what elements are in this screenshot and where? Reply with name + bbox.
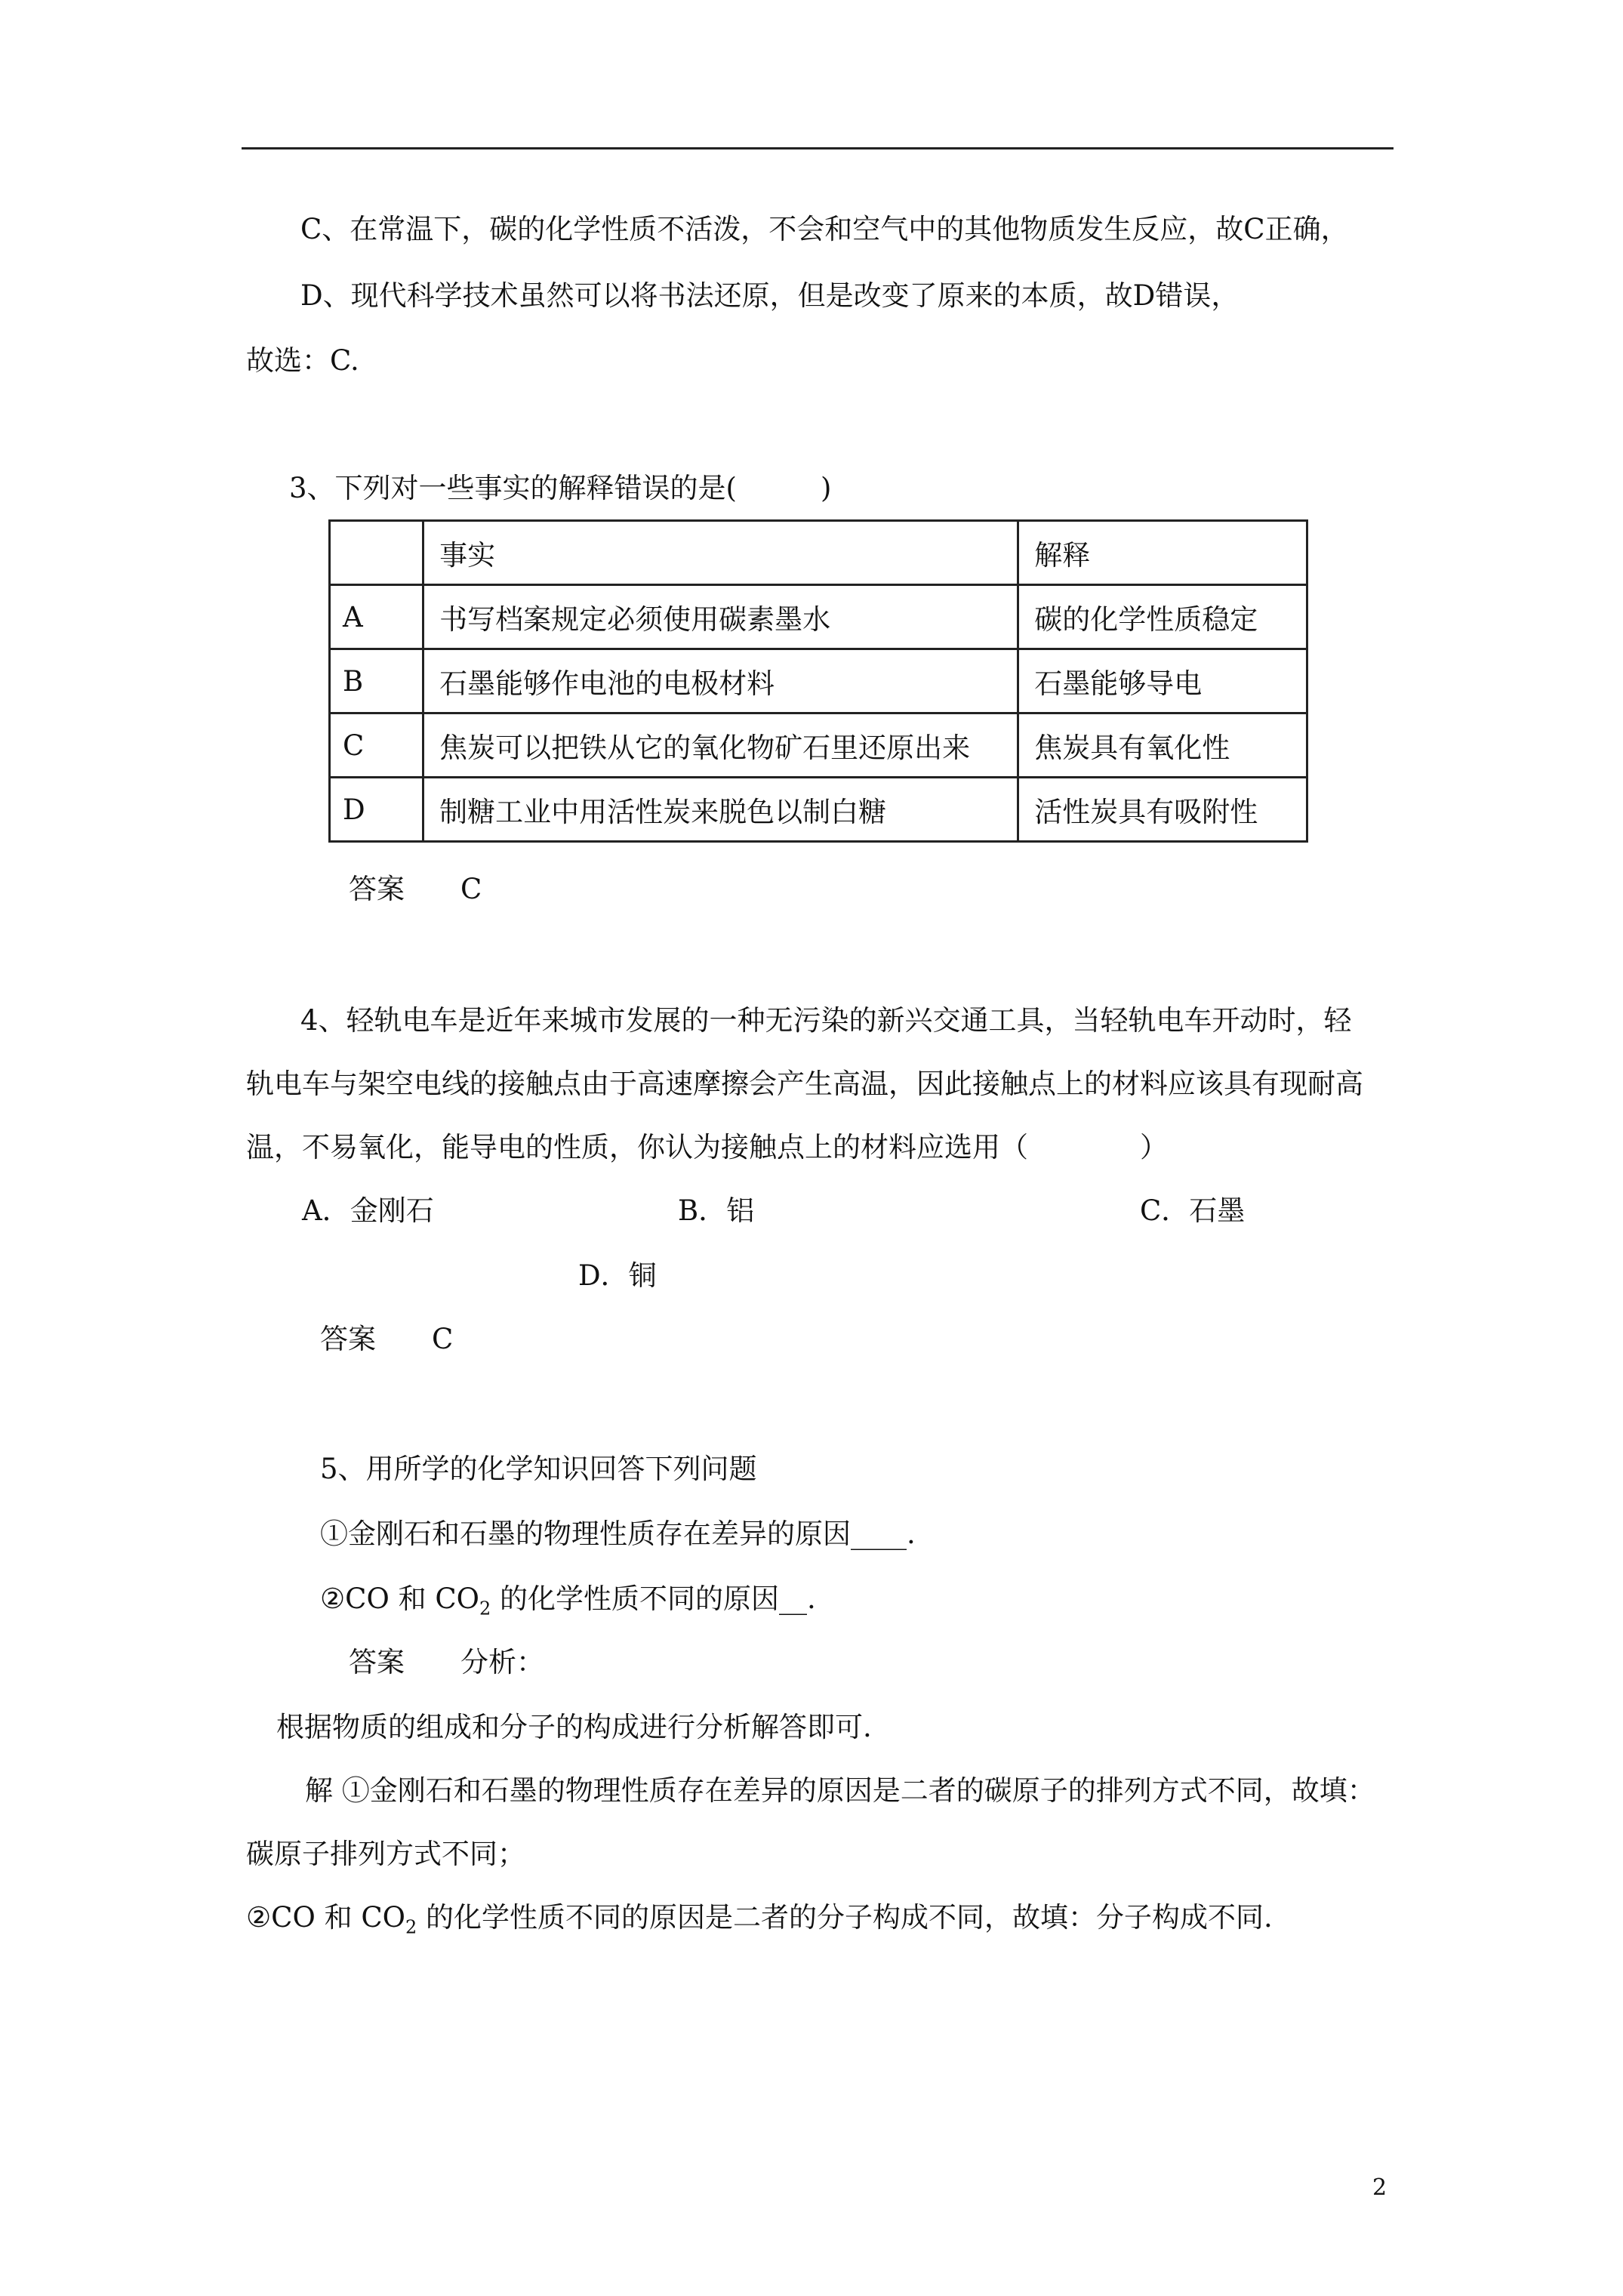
table-row <box>330 649 1307 713</box>
table-cell: 焦炭具有氧化性 <box>1018 713 1307 778</box>
q4-option-a: A．金刚石 <box>302 1194 434 1227</box>
q5-solution-2: 碳原子排列方式不同； <box>246 1838 525 1870</box>
q5-analysis: 根据物质的组成和分子的构成进行分析解答即可. <box>276 1711 872 1743</box>
facts-table <box>328 519 1308 843</box>
table-cell: 焦炭可以把铁从它的氧化物矿石里还原出来 <box>423 713 1018 778</box>
header-rule <box>242 147 1394 149</box>
table-cell: 制糖工业中用活性炭来脱色以制白糖 <box>423 778 1018 842</box>
table-cell: 事实 <box>423 521 1018 585</box>
table-cell: 石墨能够导电 <box>1018 649 1307 713</box>
table-cell: C <box>330 713 423 778</box>
table-cell: 活性炭具有吸附性 <box>1018 778 1307 842</box>
q3-answer: 答案 C <box>349 873 482 905</box>
q5-solution-3: ②CO 和 $CO_2$ 的化学性质不同的原因是二者的分子构成不同，故填：分子构成不同. <box>246 1901 1273 1938</box>
table-row <box>330 778 1307 842</box>
q4-option-c: C．石墨 <box>1140 1194 1246 1227</box>
q5-question: 5、用所学的化学知识回答下列问题 <box>320 1453 757 1485</box>
table-cell <box>330 521 423 585</box>
table-cell: 碳的化学性质稳定 <box>1018 585 1307 649</box>
text-line-c: C、在常温下，碳的化学性质不活泼，不会和空气中的其他物质发生反应，故C正确， <box>300 213 1349 245</box>
q5-solution-1: 解 ①金刚石和石墨的物理性质存在差异的原因是二者的碳原子的排列方式不同，故填： <box>305 1774 1375 1807</box>
table-cell: 石墨能够作电池的电极材料 <box>423 649 1018 713</box>
q5-answer: 答案 分析： <box>349 1646 544 1678</box>
table-cell: 解释 <box>1018 521 1307 585</box>
table-cell: B <box>330 649 423 713</box>
text-line-d: D、现代科学技术虽然可以将书法还原，但是改变了原来的本质，故D错误， <box>300 279 1240 312</box>
q3-question: 3、下列对一些事实的解释错误的是( ) <box>289 472 832 504</box>
table-row <box>330 713 1307 778</box>
q4-option-b: B．铝 <box>678 1194 755 1227</box>
q5-sub1: ①金刚石和石墨的物理性质存在差异的原因____. <box>320 1518 916 1550</box>
q4-line1: 4、轻轨电车是近年来城市发展的一种无污染的新兴交通工具，当轻轨电车开动时，轻 <box>300 1004 1352 1037</box>
q4-line2: 轨电车与架空电线的接触点由于高速摩擦会产生高温，因此接触点上的材料应该具有现耐高 <box>246 1068 1363 1100</box>
q4-answer: 答案 C <box>320 1323 454 1355</box>
table-cell: D <box>330 778 423 842</box>
text-line-choice: 故选：C. <box>246 344 359 377</box>
table-header-row <box>330 521 1307 585</box>
table-cell: 书写档案规定必须使用碳素墨水 <box>423 585 1018 649</box>
page-number: 2 <box>1372 2174 1387 2201</box>
q4-option-d: D．铜 <box>578 1259 657 1292</box>
q5-sub2: ②CO 和 $CO_2$ 的化学性质不同的原因__. <box>320 1583 816 1620</box>
q4-line3: 温，不易氧化，能导电的性质，你认为接触点上的材料应选用（ ） <box>246 1131 1168 1163</box>
table-cell: A <box>330 585 423 649</box>
table-row <box>330 585 1307 649</box>
